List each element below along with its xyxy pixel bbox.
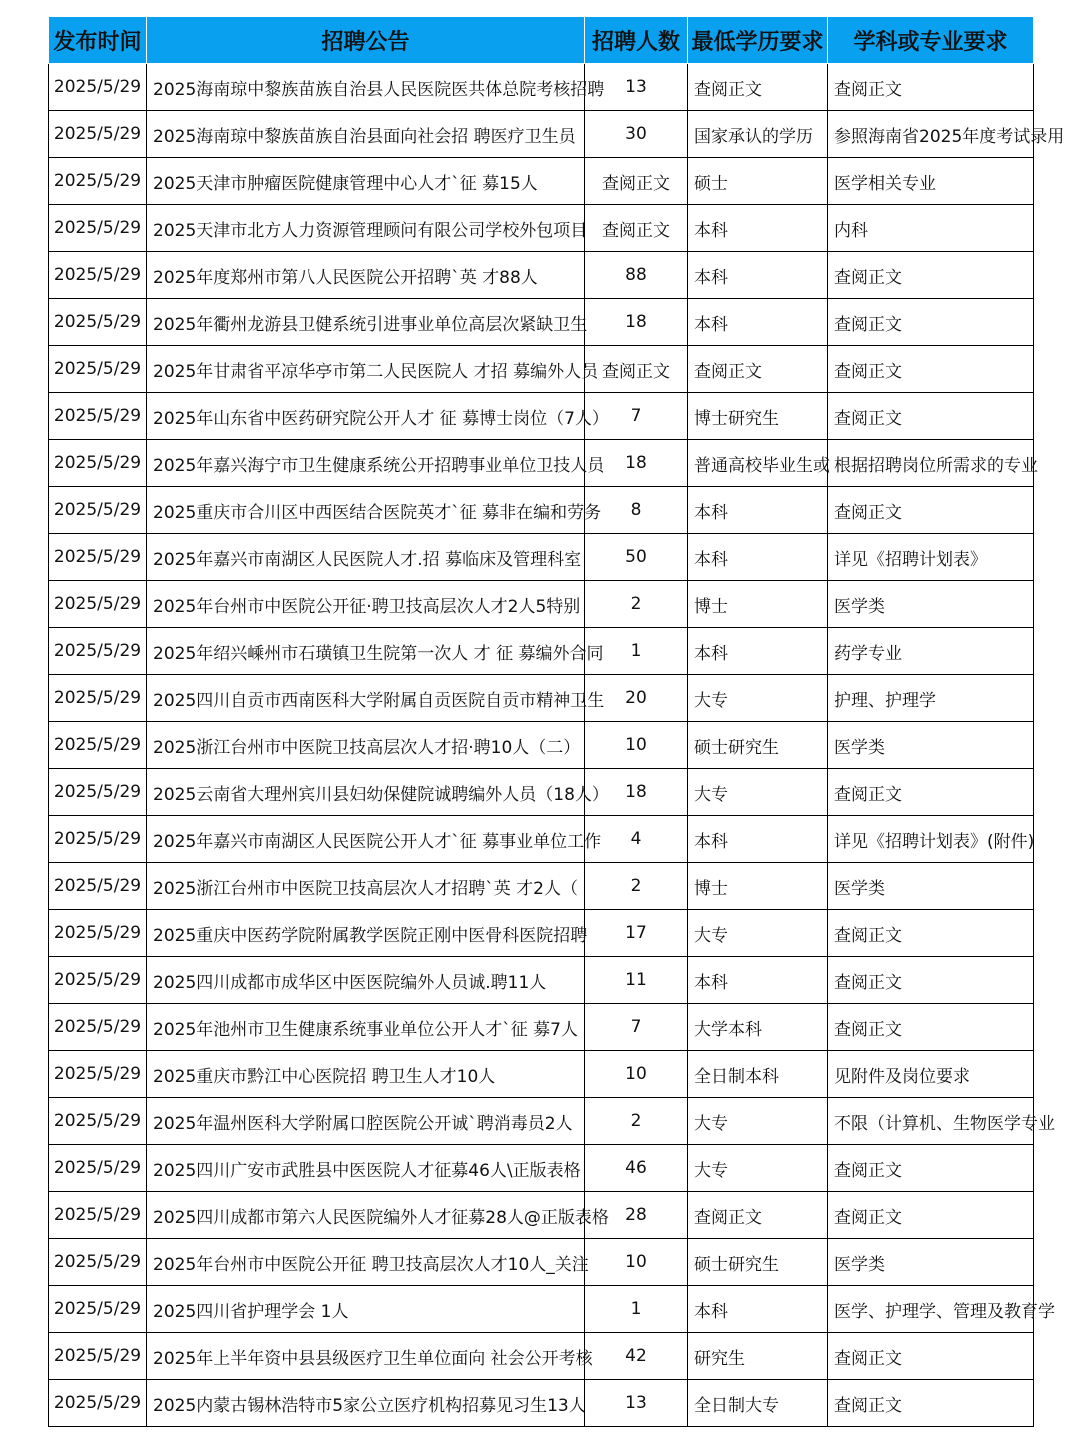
table-row[interactable]: [49, 816, 1034, 863]
cell-headcount[interactable]: 10: [585, 1051, 688, 1098]
cell-publish-date[interactable]: 2025/5/29: [49, 816, 147, 863]
cell-min-education[interactable]: 国家承认的学历: [688, 111, 828, 158]
table-row[interactable]: [49, 1239, 1034, 1286]
table-row[interactable]: [49, 1051, 1034, 1098]
header-headcount[interactable]: 招聘人数: [585, 17, 688, 64]
cell-min-education[interactable]: 本科: [688, 487, 828, 534]
table-row[interactable]: [49, 64, 1034, 111]
cell-major-requirement[interactable]: 医学类: [828, 1239, 1034, 1286]
cell-min-education[interactable]: 本科: [688, 957, 828, 1004]
cell-min-education[interactable]: 大专: [688, 1098, 828, 1145]
cell-publish-date[interactable]: 2025/5/29: [49, 910, 147, 957]
cell-major-requirement[interactable]: 详见《招聘计划表》: [828, 534, 1034, 581]
cell-publish-date[interactable]: 2025/5/29: [49, 581, 147, 628]
cell-major-requirement[interactable]: 查阅正文: [828, 346, 1034, 393]
cell-major-requirement[interactable]: 查阅正文: [828, 1145, 1034, 1192]
cell-major-requirement[interactable]: 查阅正文: [828, 252, 1034, 299]
table-row[interactable]: [49, 111, 1034, 158]
cell-announcement[interactable]: 2025年温州医科大学附属口腔医院公开诚`聘消毒员2人: [147, 1098, 585, 1145]
cell-announcement[interactable]: 2025天津市北方人力资源管理顾问有限公司学校外包项目: [147, 205, 585, 252]
cell-announcement[interactable]: 2025浙江台州市中医院卫技高层次人才招聘`英 才2人（: [147, 863, 585, 910]
table-row[interactable]: [49, 1192, 1034, 1239]
cell-major-requirement[interactable]: 医学类: [828, 581, 1034, 628]
cell-announcement[interactable]: 2025年台州市中医院公开征 聘卫技高层次人才10人_关注: [147, 1239, 585, 1286]
cell-announcement[interactable]: 2025年嘉兴市南湖区人民医院公开人才`征 募事业单位工作: [147, 816, 585, 863]
cell-major-requirement[interactable]: 详见《招聘计划表》(附件): [828, 816, 1034, 863]
cell-announcement[interactable]: 2025年嘉兴市南湖区人民医院人才.招 募临床及管理科室: [147, 534, 585, 581]
cell-min-education[interactable]: 大专: [688, 769, 828, 816]
table-row[interactable]: [49, 158, 1034, 205]
cell-min-education[interactable]: 本科: [688, 534, 828, 581]
cell-major-requirement[interactable]: 医学、护理学、管理及教育学: [828, 1286, 1034, 1333]
cell-min-education[interactable]: 本科: [688, 205, 828, 252]
cell-publish-date[interactable]: 2025/5/29: [49, 628, 147, 675]
cell-publish-date[interactable]: 2025/5/29: [49, 957, 147, 1004]
cell-announcement[interactable]: 2025海南琼中黎族苗族自治县人民医院医共体总院考核招聘: [147, 64, 585, 111]
cell-min-education[interactable]: 博士: [688, 863, 828, 910]
cell-headcount[interactable]: 4: [585, 816, 688, 863]
cell-min-education[interactable]: 查阅正文: [688, 346, 828, 393]
cell-min-education[interactable]: 博士: [688, 581, 828, 628]
table-row[interactable]: [49, 957, 1034, 1004]
cell-major-requirement[interactable]: 查阅正文: [828, 393, 1034, 440]
table-row[interactable]: [49, 1145, 1034, 1192]
cell-headcount[interactable]: 28: [585, 1192, 688, 1239]
cell-min-education[interactable]: 博士研究生: [688, 393, 828, 440]
cell-publish-date[interactable]: 2025/5/29: [49, 1192, 147, 1239]
table-row[interactable]: [49, 346, 1034, 393]
cell-min-education[interactable]: 硕士: [688, 158, 828, 205]
cell-headcount[interactable]: 查阅正文: [585, 158, 688, 205]
cell-announcement[interactable]: 2025浙江台州市中医院卫技高层次人才招·聘10人（二）: [147, 722, 585, 769]
header-row: [49, 17, 1034, 64]
cell-headcount[interactable]: 13: [585, 64, 688, 111]
cell-announcement[interactable]: 2025海南琼中黎族苗族自治县面向社会招 聘医疗卫生员: [147, 111, 585, 158]
cell-major-requirement[interactable]: 医学类: [828, 863, 1034, 910]
cell-publish-date[interactable]: 2025/5/29: [49, 1239, 147, 1286]
header-major-requirement[interactable]: 学科或专业要求: [828, 17, 1034, 64]
cell-announcement[interactable]: 2025内蒙古锡林浩特市5家公立医疗机构招募见习生13人: [147, 1380, 585, 1427]
cell-min-education[interactable]: 普通高校毕业生或: [688, 440, 828, 487]
table-row[interactable]: [49, 205, 1034, 252]
cell-announcement[interactable]: 2025四川广安市武胜县中医医院人才征募46人\正版表格: [147, 1145, 585, 1192]
cell-announcement[interactable]: 2025年山东省中医药研究院公开人才 征 募博士岗位（7人）: [147, 393, 585, 440]
cell-publish-date[interactable]: 2025/5/29: [49, 346, 147, 393]
cell-headcount[interactable]: 50: [585, 534, 688, 581]
cell-major-requirement[interactable]: 见附件及岗位要求: [828, 1051, 1034, 1098]
cell-publish-date[interactable]: 2025/5/29: [49, 769, 147, 816]
cell-min-education[interactable]: 全日制本科: [688, 1051, 828, 1098]
cell-announcement[interactable]: 2025四川自贡市西南医科大学附属自贡医院自贡市精神卫生: [147, 675, 585, 722]
cell-announcement[interactable]: 2025四川成都市成华区中医医院编外人员诚.聘11人: [147, 957, 585, 1004]
table-row[interactable]: [49, 675, 1034, 722]
cell-publish-date[interactable]: 2025/5/29: [49, 675, 147, 722]
cell-headcount[interactable]: 20: [585, 675, 688, 722]
cell-announcement[interactable]: 2025年衢州龙游县卫健系统引进事业单位高层次紧缺卫生: [147, 299, 585, 346]
cell-min-education[interactable]: 本科: [688, 252, 828, 299]
cell-major-requirement[interactable]: 查阅正文: [828, 957, 1034, 1004]
table-row[interactable]: [49, 440, 1034, 487]
cell-headcount[interactable]: 18: [585, 769, 688, 816]
cell-headcount[interactable]: 88: [585, 252, 688, 299]
cell-publish-date[interactable]: 2025/5/29: [49, 722, 147, 769]
cell-major-requirement[interactable]: 查阅正文: [828, 769, 1034, 816]
header-announcement[interactable]: 招聘公告: [147, 17, 585, 64]
cell-major-requirement[interactable]: 不限（计算机、生物医学专业: [828, 1098, 1034, 1145]
cell-announcement[interactable]: 2025年绍兴嵊州市石璜镇卫生院第一次人 才 征 募编外合同: [147, 628, 585, 675]
cell-headcount[interactable]: 7: [585, 393, 688, 440]
cell-publish-date[interactable]: 2025/5/29: [49, 158, 147, 205]
cell-publish-date[interactable]: 2025/5/29: [49, 252, 147, 299]
cell-min-education[interactable]: 硕士研究生: [688, 1239, 828, 1286]
cell-announcement[interactable]: 2025年甘肃省平凉华亭市第二人民医院人 才招 募编外人员: [147, 346, 585, 393]
cell-announcement[interactable]: 2025年嘉兴海宁市卫生健康系统公开招聘事业单位卫技人员: [147, 440, 585, 487]
cell-publish-date[interactable]: 2025/5/29: [49, 487, 147, 534]
table-row[interactable]: [49, 769, 1034, 816]
cell-publish-date[interactable]: 2025/5/29: [49, 111, 147, 158]
cell-headcount[interactable]: 18: [585, 440, 688, 487]
cell-headcount[interactable]: 查阅正文: [585, 346, 688, 393]
cell-min-education[interactable]: 本科: [688, 299, 828, 346]
cell-announcement[interactable]: 2025重庆市合川区中西医结合医院英才`征 募非在编和劳务: [147, 487, 585, 534]
cell-headcount[interactable]: 10: [585, 722, 688, 769]
cell-major-requirement[interactable]: 查阅正文: [828, 1333, 1034, 1380]
cell-headcount[interactable]: 17: [585, 910, 688, 957]
cell-headcount[interactable]: 11: [585, 957, 688, 1004]
cell-major-requirement[interactable]: 医学类: [828, 722, 1034, 769]
cell-major-requirement[interactable]: 护理、护理学: [828, 675, 1034, 722]
table-row[interactable]: [49, 910, 1034, 957]
table-body: [49, 64, 1065, 1427]
cell-major-requirement[interactable]: 查阅正文: [828, 1380, 1034, 1427]
cell-min-education[interactable]: 大学本科: [688, 1004, 828, 1051]
cell-publish-date[interactable]: 2025/5/29: [49, 299, 147, 346]
table-row[interactable]: [49, 581, 1034, 628]
cell-publish-date[interactable]: 2025/5/29: [49, 863, 147, 910]
table-row[interactable]: [49, 1286, 1034, 1333]
cell-publish-date[interactable]: 2025/5/29: [49, 1333, 147, 1380]
cell-announcement[interactable]: 2025四川成都市第六人民医院编外人才征募28人@正版表格: [147, 1192, 585, 1239]
cell-announcement[interactable]: 2025年台州市中医院公开征·聘卫技高层次人才2人5特别: [147, 581, 585, 628]
cell-headcount[interactable]: 2: [585, 581, 688, 628]
cell-announcement[interactable]: 2025重庆中医药学院附属教学医院正刚中医骨科医院招聘: [147, 910, 585, 957]
cell-major-requirement[interactable]: 医学相关专业: [828, 158, 1034, 205]
cell-publish-date[interactable]: 2025/5/29: [49, 205, 147, 252]
cell-announcement[interactable]: 2025重庆市黔江中心医院招 聘卫生人才10人: [147, 1051, 585, 1098]
cell-major-requirement[interactable]: 药学专业: [828, 628, 1034, 675]
cell-headcount[interactable]: 查阅正文: [585, 205, 688, 252]
cell-publish-date[interactable]: 2025/5/29: [49, 1098, 147, 1145]
cell-headcount[interactable]: 13: [585, 1380, 688, 1427]
cell-publish-date[interactable]: 2025/5/29: [49, 1380, 147, 1427]
table-row[interactable]: [49, 1333, 1034, 1380]
cell-major-requirement[interactable]: 查阅正文: [828, 910, 1034, 957]
cell-min-education[interactable]: 查阅正文: [688, 64, 828, 111]
cell-publish-date[interactable]: 2025/5/29: [49, 440, 147, 487]
cell-headcount[interactable]: 46: [585, 1145, 688, 1192]
table-row[interactable]: [49, 534, 1034, 581]
cell-min-education[interactable]: 研究生: [688, 1333, 828, 1380]
cell-headcount[interactable]: 1: [585, 628, 688, 675]
cell-headcount[interactable]: 2: [585, 1098, 688, 1145]
table-row[interactable]: [49, 393, 1034, 440]
cell-publish-date[interactable]: 2025/5/29: [49, 1051, 147, 1098]
cell-announcement[interactable]: 2025年上半年资中县县级医疗卫生单位面向 社会公开考核: [147, 1333, 585, 1380]
cell-publish-date[interactable]: 2025/5/29: [49, 1004, 147, 1051]
cell-headcount[interactable]: 1: [585, 1286, 688, 1333]
table-row[interactable]: [49, 1004, 1034, 1051]
cell-headcount[interactable]: 18: [585, 299, 688, 346]
cell-min-education[interactable]: 本科: [688, 628, 828, 675]
cell-publish-date[interactable]: 2025/5/29: [49, 1286, 147, 1333]
cell-announcement[interactable]: 2025四川省护理学会 1人: [147, 1286, 585, 1333]
cell-min-education[interactable]: 大专: [688, 910, 828, 957]
cell-major-requirement[interactable]: 内科: [828, 205, 1034, 252]
cell-publish-date[interactable]: 2025/5/29: [49, 534, 147, 581]
table-row[interactable]: [49, 863, 1034, 910]
cell-headcount[interactable]: 30: [585, 111, 688, 158]
cell-major-requirement[interactable]: 参照海南省2025年度考试录用: [828, 111, 1034, 158]
table-row[interactable]: [49, 628, 1034, 675]
cell-major-requirement[interactable]: 查阅正文: [828, 64, 1034, 111]
cell-headcount[interactable]: 10: [585, 1239, 688, 1286]
table-header: [49, 17, 1034, 64]
cell-min-education[interactable]: 大专: [688, 1145, 828, 1192]
cell-publish-date[interactable]: 2025/5/29: [49, 1145, 147, 1192]
cell-announcement[interactable]: 2025天津市肿瘤医院健康管理中心人才`征 募15人: [147, 158, 585, 205]
cell-headcount[interactable]: 42: [585, 1333, 688, 1380]
cell-min-education[interactable]: 硕士研究生: [688, 722, 828, 769]
cell-headcount[interactable]: 2: [585, 863, 688, 910]
table-row[interactable]: [49, 1098, 1034, 1145]
cell-min-education[interactable]: 大专: [688, 675, 828, 722]
cell-publish-date[interactable]: 2025/5/29: [49, 393, 147, 440]
recruitment-table: [48, 16, 1065, 1427]
cell-headcount[interactable]: 7: [585, 1004, 688, 1051]
cell-announcement[interactable]: 2025年池州市卫生健康系统事业单位公开人才`征 募7人: [147, 1004, 585, 1051]
cell-major-requirement[interactable]: 查阅正文: [828, 1192, 1034, 1239]
table-row[interactable]: [49, 487, 1034, 534]
cell-major-requirement[interactable]: 查阅正文: [828, 1004, 1034, 1051]
cell-announcement[interactable]: 2025年度郑州市第八人民医院公开招聘`英 才88人: [147, 252, 585, 299]
cell-min-education[interactable]: 查阅正文: [688, 1192, 828, 1239]
cell-announcement[interactable]: 2025云南省大理州宾川县妇幼保健院诚聘编外人员（18人）: [147, 769, 585, 816]
header-publish-date[interactable]: 发布时间: [49, 17, 147, 64]
table-row[interactable]: [49, 1380, 1034, 1427]
cell-major-requirement[interactable]: 查阅正文: [828, 299, 1034, 346]
header-min-education[interactable]: 最低学历要求: [688, 17, 828, 64]
cell-major-requirement[interactable]: 查阅正文: [828, 487, 1034, 534]
table-row[interactable]: [49, 722, 1034, 769]
cell-publish-date[interactable]: 2025/5/29: [49, 64, 147, 111]
cell-min-education[interactable]: 本科: [688, 1286, 828, 1333]
cell-min-education[interactable]: 全日制大专: [688, 1380, 828, 1427]
table-row[interactable]: [49, 299, 1034, 346]
cell-major-requirement[interactable]: 根据招聘岗位所需求的专业: [828, 440, 1034, 487]
cell-min-education[interactable]: 本科: [688, 816, 828, 863]
recruitment-sheet: [48, 16, 1065, 1427]
table-row[interactable]: [49, 252, 1034, 299]
cell-headcount[interactable]: 8: [585, 487, 688, 534]
